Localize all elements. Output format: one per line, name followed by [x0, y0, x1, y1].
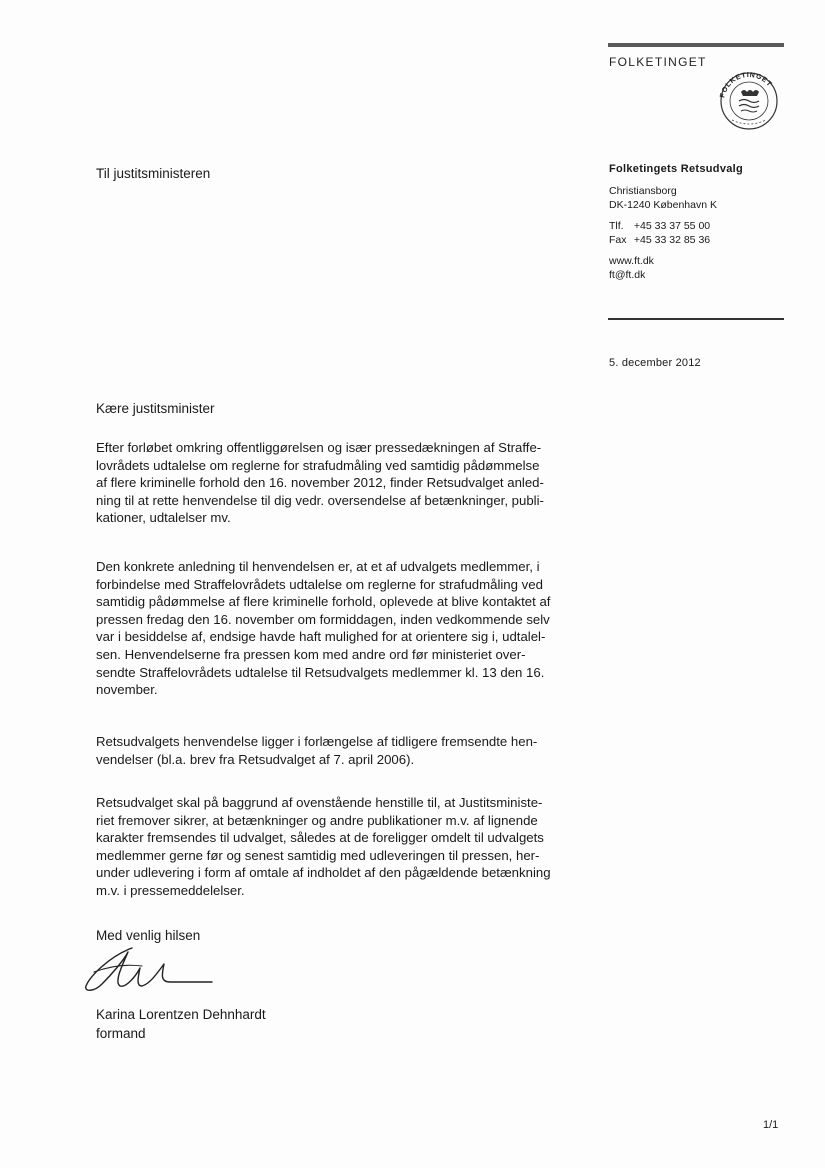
letter-date: 5. december 2012 — [609, 357, 701, 369]
signer — [96, 1005, 266, 1043]
text-line: m.v. i pressemeddelelser. — [96, 882, 245, 898]
header-rule — [608, 43, 784, 47]
email: ft@ft.dk — [609, 269, 646, 281]
handwritten-signature — [80, 942, 220, 998]
phone-number: +45 33 37 55 00 — [633, 220, 711, 232]
text-line: sendte Straffelovrådets udtalelse til Retsudvalgets medlemmer kl. 13 den 16. — [96, 664, 545, 680]
phone-label: Tlf. — [609, 220, 624, 232]
sender-address — [609, 184, 717, 212]
fax-number: +45 33 32 85 36 — [633, 234, 711, 246]
text-line: samtidig pådømmelse af flere kriminelle forhold, oplevede at blive kontaktet af — [96, 594, 551, 610]
address-line: Christiansborg — [609, 185, 677, 197]
folketinget-seal-icon — [714, 68, 784, 130]
text-line: lovrådets udtalelse om reglerne for strafudmåling ved samtidig pådømmelse — [96, 457, 540, 473]
paragraph — [96, 439, 586, 527]
signer-title: formand — [96, 1026, 146, 1041]
closing: Med venlig hilsen — [96, 928, 201, 943]
text-line: vendelser (bl.a. brev fra Retsudvalget af 7. april 2006). — [96, 751, 415, 767]
page-number: 1/1 — [763, 1119, 779, 1131]
organization-name: FOLKETINGET — [609, 55, 707, 69]
text-line: sen. Henvendelserne fra pressen kom med andre ord før ministeriet over- — [96, 646, 526, 662]
greeting: Kære justitsminister — [96, 401, 215, 416]
paragraph — [96, 794, 586, 900]
paragraph — [96, 733, 586, 768]
text-line: kationer, udtalelser mv. — [96, 510, 231, 526]
text-line: Retsudvalgets henvendelse ligger i forlængelse af tidligere fremsendte hen- — [96, 734, 538, 749]
fax-label: Fax — [609, 234, 627, 246]
sender-rule — [608, 318, 784, 320]
recipient: Til justitsministeren — [96, 166, 211, 181]
text-line: Retsudvalget skal på baggrund af ovenstående henstille til, at Justitsministe- — [96, 795, 543, 810]
address-line: DK-1240 København K — [609, 199, 717, 211]
signer-name: Karina Lorentzen Dehnhardt — [96, 1007, 266, 1022]
sender-contact — [609, 219, 710, 247]
text-line: var i besiddelse af, endsige havde haft mulighed for at orientere sig i, udtalel- — [96, 629, 546, 645]
text-line: Efter forløbet omkring offentliggørelsen og især pressedækningen af Straffe- — [96, 440, 542, 455]
text-line: riet fremover sikrer, at betænkninger og andre publikationer m.v. af lignende — [96, 812, 538, 828]
sender-web — [609, 254, 654, 282]
seal-text: FOLKETINGET — [719, 71, 773, 99]
text-line: pressen fredag den 16. november om formiddagen, inden vedkommende selv — [96, 611, 550, 627]
text-line: karakter fremsendes til udvalget, således at de foreligger omdelt til udvalgets — [96, 830, 544, 846]
paragraph — [96, 558, 586, 699]
website: www.ft.dk — [609, 255, 654, 267]
text-line: af flere kriminelle forhold den 16. november 2012, finder Retsudvalget anled- — [96, 475, 544, 491]
text-line: under udlevering i form af omtale af indholdet af den pågældende betænkning — [96, 865, 551, 881]
text-line: november. — [96, 682, 158, 698]
text-line: forbindelse med Straffelovrådets udtalelse om reglerne for strafudmåling ved — [96, 576, 543, 592]
sender-committee: Folketingets Retsudvalg — [609, 163, 744, 175]
text-line: Den konkrete anledning til henvendelsen er, at et af udvalgets medlemmer, i — [96, 559, 540, 574]
text-line: ning til at rette henvendelse til dig vedr. oversendelse af betænkninger, publi- — [96, 492, 544, 508]
text-line: medlemmer gerne før og senest samtidig med udleveringen til pressen, her- — [96, 847, 540, 863]
